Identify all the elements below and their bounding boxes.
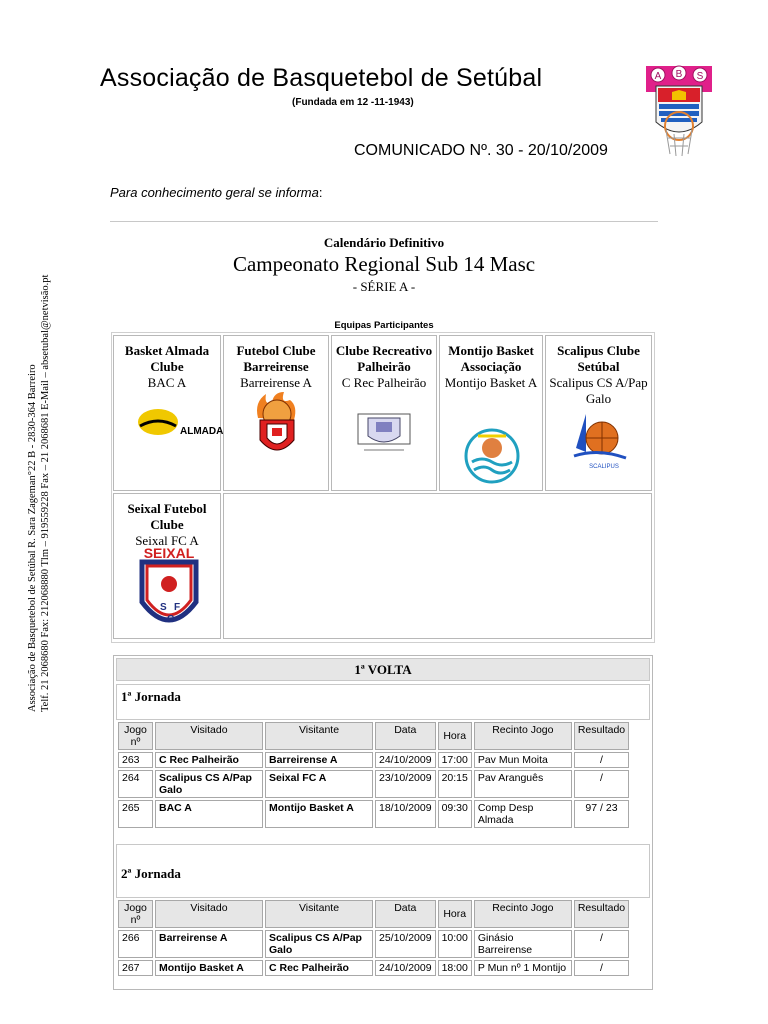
col-header-resultado: Resultado <box>574 722 629 750</box>
col-header-recinto: Recinto Jogo <box>474 722 572 750</box>
cell-visitado: BAC A <box>155 800 263 828</box>
team-name: Futebol Clube Barreirense <box>236 343 316 374</box>
table-row <box>118 752 629 768</box>
table-header-row <box>118 900 629 928</box>
team-name: Basket Almada Clube <box>124 343 210 374</box>
cell-data: 23/10/2009 <box>375 770 436 798</box>
cell-recinto: Ginásio Barreirense <box>474 930 572 958</box>
divider <box>110 221 658 222</box>
seixal-logo-icon <box>138 544 200 640</box>
cell-jogo: 267 <box>118 960 153 976</box>
col-header-hora: Hora <box>438 900 472 928</box>
crest-letter-a: A <box>654 71 662 82</box>
montijo-logo-icon <box>464 424 520 488</box>
team-abbr: BAC A <box>147 375 187 390</box>
cell-jogo: 265 <box>118 800 153 828</box>
cell-jogo: 263 <box>118 752 153 768</box>
col-header-resultado: Resultado <box>574 900 629 928</box>
cell-recinto: Pav Aranguês <box>474 770 572 798</box>
team-abbr: Montijo Basket A <box>444 375 538 390</box>
comunicado-title: COMUNICADO Nº. 30 - 20/10/2009 <box>354 142 608 159</box>
volta-title: 1ª VOLTA <box>116 658 650 681</box>
cell-data: 25/10/2009 <box>375 930 436 958</box>
col-header-data: Data <box>375 900 436 928</box>
intro-label: Para conhecimento geral se informa <box>110 185 319 200</box>
cell-visitante: Montijo Basket A <box>265 800 373 828</box>
seixal-logo-text: SEIXAL <box>143 545 195 561</box>
cell-hora: 20:15 <box>438 770 472 798</box>
calendar-label: Calendário Definitivo <box>323 235 445 250</box>
team-abbr: Scalipus CS A/Pap Galo <box>549 375 648 406</box>
crest-letter-b: B <box>675 69 683 80</box>
team-name: Seixal Futebol Clube <box>127 501 207 532</box>
sidebar-line-2: Telf. 21 2068680 Fax: 212068880 Tlm – 919559228 Fax – 21 2068681 E-Mail – absetubal@netvisão.pt <box>40 274 51 712</box>
team-card <box>545 335 652 491</box>
cell-data: 24/10/2009 <box>375 752 436 768</box>
bac-logo-icon <box>136 406 224 442</box>
crest-icon <box>642 62 716 158</box>
teams-label: Equipas Participantes <box>334 320 434 331</box>
cell-hora: 10:00 <box>438 930 472 958</box>
col-header-jogo: Jogo nº <box>118 900 153 928</box>
cell-visitado: Scalipus CS A/Pap Galo <box>155 770 263 798</box>
cell-jogo: 264 <box>118 770 153 798</box>
bac-logo-text: ALMADA <box>180 426 224 437</box>
jornada-title: 2ª Jornada <box>116 844 650 898</box>
cell-data: 24/10/2009 <box>375 960 436 976</box>
scalipus-logo-icon <box>568 408 630 472</box>
table-header-row <box>118 722 629 750</box>
games-table-jornada-1 <box>116 720 631 830</box>
cell-visitado: C Rec Palheirão <box>155 752 263 768</box>
cell-recinto: P Mun nº 1 Montijo <box>474 960 572 976</box>
team-name: Scalipus Clube Setúbal <box>557 343 640 374</box>
cell-hora: 17:00 <box>438 752 472 768</box>
cell-hora: 18:00 <box>438 960 472 976</box>
cell-jogo: 266 <box>118 930 153 958</box>
team-card <box>439 335 543 491</box>
scalipus-logo-text: SCALIPUS <box>589 464 619 470</box>
table-row <box>118 770 629 798</box>
cell-resultado: / <box>574 930 629 958</box>
cell-visitante: Seixal FC A <box>265 770 373 798</box>
championship-title: Campeonato Regional Sub 14 Masc <box>232 252 536 276</box>
cell-data: 18/10/2009 <box>375 800 436 828</box>
table-row <box>118 930 629 958</box>
col-header-visitante: Visitante <box>265 900 373 928</box>
cell-visitante: Barreirense A <box>265 752 373 768</box>
team-card <box>331 335 437 491</box>
team-card <box>113 493 221 639</box>
intro-colon: : <box>318 185 323 200</box>
cell-visitado: Montijo Basket A <box>155 960 263 976</box>
seixal-letter-c: C <box>167 614 175 625</box>
col-header-recinto: Recinto Jogo <box>474 900 572 928</box>
team-card <box>223 335 329 491</box>
col-header-visitante: Visitante <box>265 722 373 750</box>
intro-text <box>110 185 322 200</box>
barreirense-logo-icon <box>250 390 304 462</box>
table-row <box>118 960 629 976</box>
col-header-hora: Hora <box>438 722 472 750</box>
cell-hora: 09:30 <box>438 800 472 828</box>
team-abbr: C Rec Palheirão <box>341 375 427 390</box>
team-name: Montijo Basket Associação <box>448 343 534 374</box>
seixal-letter-f: F <box>174 602 181 613</box>
serie-label: - SÉRIE A - <box>352 279 416 294</box>
cell-visitante: C Rec Palheirão <box>265 960 373 976</box>
cell-visitado: Barreirense A <box>155 930 263 958</box>
col-header-jogo: Jogo nº <box>118 722 153 750</box>
team-abbr: Seixal FC A <box>135 533 199 548</box>
palheirao-logo-icon <box>354 408 414 456</box>
team-name: Clube Recreativo Palheirão <box>335 343 433 374</box>
jornada-title: 1ª Jornada <box>116 684 650 720</box>
cell-resultado: 97 / 23 <box>574 800 629 828</box>
crest-letter-s: S <box>696 71 704 82</box>
team-abbr: Barreirense A <box>240 375 312 390</box>
cell-resultado: / <box>574 752 629 768</box>
table-row <box>118 800 629 828</box>
games-table-jornada-2 <box>116 898 631 978</box>
cell-recinto: Comp Desp Almada <box>474 800 572 828</box>
col-header-visitado: Visitado <box>155 722 263 750</box>
cell-resultado: / <box>574 770 629 798</box>
cell-visitante: Scalipus CS A/Pap Galo <box>265 930 373 958</box>
empty-cell <box>223 493 652 639</box>
col-header-visitado: Visitado <box>155 900 263 928</box>
cell-resultado: / <box>574 960 629 976</box>
seixal-letter-s: S <box>160 602 167 613</box>
sidebar-line-1: Associação de Basquetebol de Setúbal R. Sara Zageman°22 B - 2830-364 Barreiro <box>27 364 38 712</box>
col-header-data: Data <box>375 722 436 750</box>
cell-recinto: Pav Mun Moita <box>474 752 572 768</box>
team-card <box>113 335 224 491</box>
org-title: Associação de Basquetebol de Setúbal <box>100 64 543 92</box>
founded-date: (Fundada em 12 -11-1943) <box>292 97 414 108</box>
